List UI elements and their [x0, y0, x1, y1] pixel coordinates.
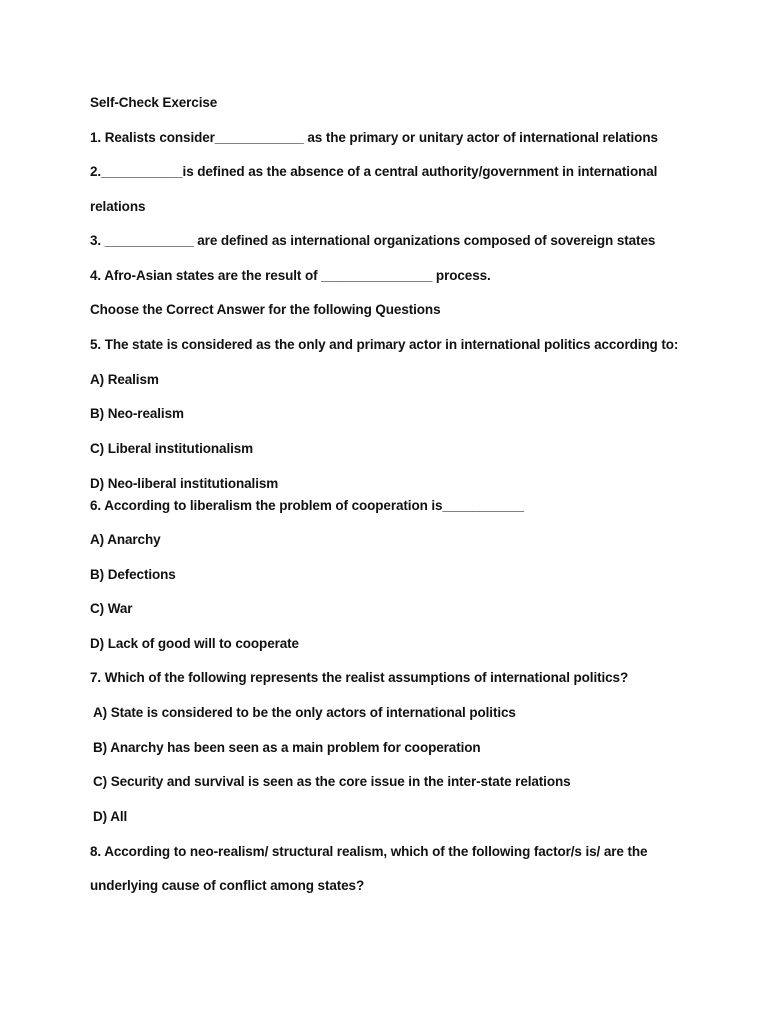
fill-in-question-1: 1. Realists consider____________ as the primary or unitary actor of international relations — [90, 130, 658, 145]
question-8: 8. According to neo-realism/ structural realism, which of the following factor/s is/ are the — [90, 844, 648, 859]
exercise-title: Self-Check Exercise — [90, 95, 218, 110]
question-8-continued: underlying cause of conflict among states? — [90, 878, 365, 893]
question-5-option-d: D) Neo-liberal institutionalism — [90, 476, 279, 491]
fill-in-question-4: 4. Afro-Asian states are the result of _______________ process. — [90, 268, 491, 283]
question-7-option-c: C) Security and survival is seen as the core issue in the inter-state relations — [93, 774, 571, 789]
fill-in-question-2: 2.___________is defined as the absence of a central authority/government in international — [90, 164, 658, 179]
question-6-option-a: A) Anarchy — [90, 532, 161, 547]
question-7-option-b: B) Anarchy has been seen as a main problem for cooperation — [93, 740, 481, 755]
question-6-option-d: D) Lack of good will to cooperate — [90, 636, 299, 651]
question-7: 7. Which of the following represents the realist assumptions of international politics? — [90, 670, 629, 685]
fill-in-question-2-continued: relations — [90, 199, 146, 214]
question-6-option-b: B) Defections — [90, 567, 176, 582]
question-5-option-a: A) Realism — [90, 372, 159, 387]
question-6-option-c: C) War — [90, 601, 133, 616]
question-5: 5. The state is considered as the only and primary actor in international politics according to: — [90, 337, 679, 352]
question-7-option-d: D) All — [93, 809, 128, 824]
question-5-option-c: C) Liberal institutionalism — [90, 441, 254, 456]
fill-in-question-3: 3. ____________ are defined as international organizations composed of sovereign states — [90, 233, 656, 248]
question-5-option-b: B) Neo-realism — [90, 406, 184, 421]
question-7-option-a: A) State is considered to be the only actors of international politics — [93, 705, 516, 720]
question-6: 6. According to liberalism the problem of cooperation is___________ — [90, 498, 524, 513]
section-heading: Choose the Correct Answer for the following Questions — [90, 302, 441, 317]
